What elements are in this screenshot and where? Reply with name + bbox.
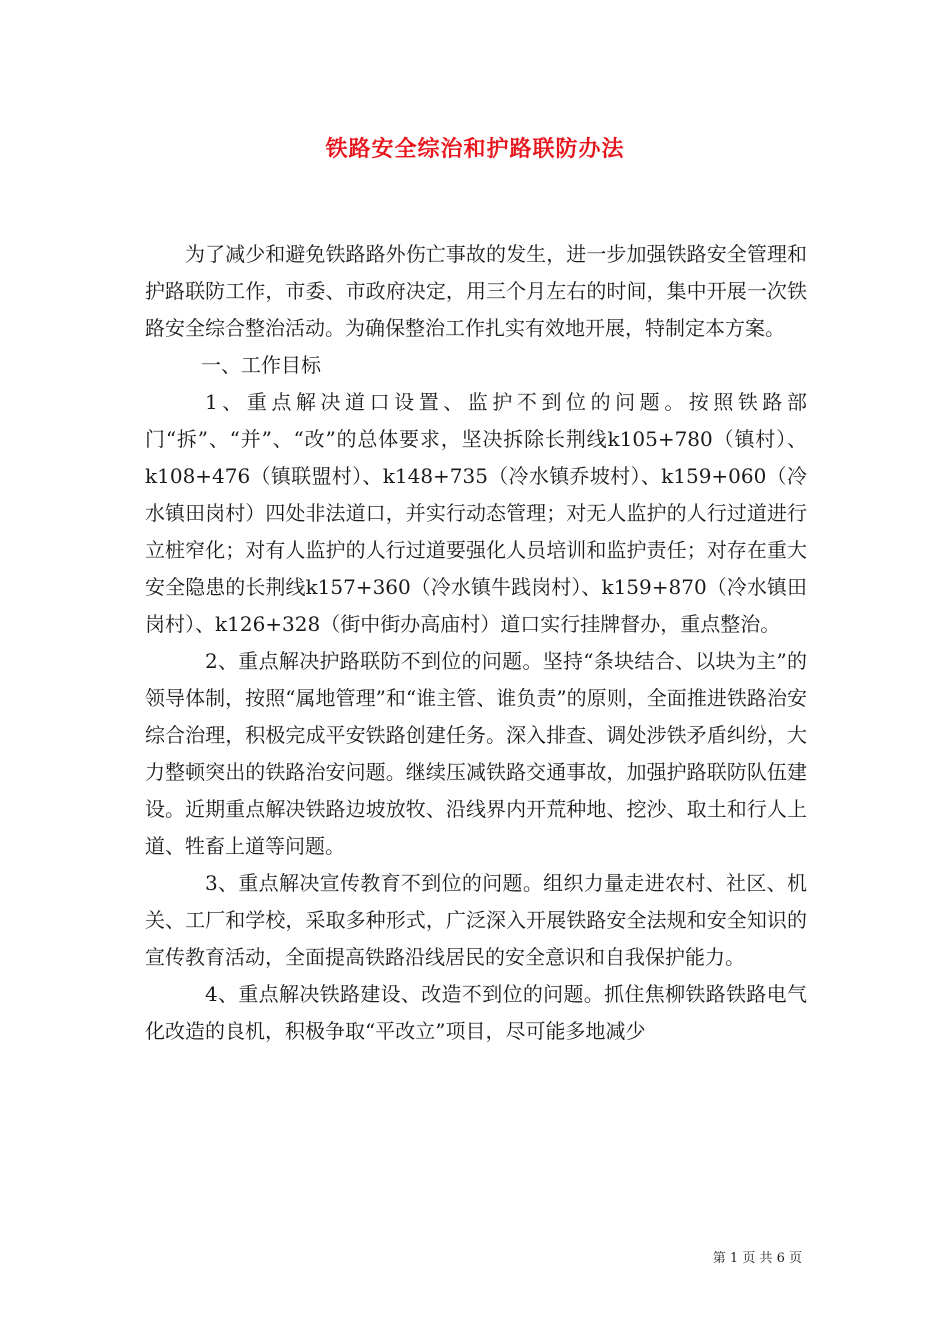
paragraph-item-2: 2、重点解决护路联防不到位的问题。坚持“条块结合、以块为主”的领导体制，按照“属地管理”和“谁主管、谁负责”的原则，全面推进铁路治安综合治理，积极完成平安铁路创建任务。深入排查、调处涉铁矛盾纠纷，大力整顿突出的铁路治安问题。继续压减铁路交通事故，加强护路联防队伍建设。近期重点解决铁路边坡放牧、沿线界内开荒种地、挖沙、取土和行人上道、牲畜上道等问题。 [145,649,807,858]
paragraph-item-3: 3、重点解决宣传教育不到位的问题。组织力量走进农村、社区、机关、工厂和学校，采取多种形式，广泛深入开展铁路安全法规和安全知识的宣传教育活动，全面提高铁路沿线居民的安全意识和自我保护能力。 [145,871,807,969]
paragraph-item-4: 4、重点解决铁路建设、改造不到位的问题。抓住焦柳铁路铁路电气化改造的良机，积极争取“平改立”项目，尽可能多地减少 [145,982,807,1043]
document-title: 铁路安全综治和护路联防办法 [325,136,625,162]
paragraph-intro: 为了减少和避免铁路路外伤亡事故的发生，进一步加强铁路安全管理和护路联防工作，市委、市政府决定，用三个月左右的时间，集中开展一次铁路安全综合整治活动。为确保整治工作扎实有效地开展，特制定本方案。 [145,242,807,340]
page-number-footer: 第 1 页 共 6 页 [712,1251,802,1266]
document-body [145,236,807,1050]
paragraph-item-1: 1、重点解决道口设置、监护不到位的问题。按照铁路部门“拆”、“并”、“改”的总体要求，坚决拆除长荆线k105+780（镇村）、k108+476（镇联盟村）、k148+735（冷水镇乔坡村）、k159+060（冷水镇田岗村）四处非法道口，并实行动态管理；对无人监护的人行过道进行立桩窄化；对有人监护的人行过道要强化人员培训和监护责任；对存在重大安全隐患的长荆线k157+360（冷水镇牛践岗村）、k159+870（冷水镇田岗村）、k126+328（街中街办高庙村）道口实行挂牌督办，重点整治。 [145,390,807,636]
section-heading-work-goals: 一、工作目标 [201,353,321,377]
